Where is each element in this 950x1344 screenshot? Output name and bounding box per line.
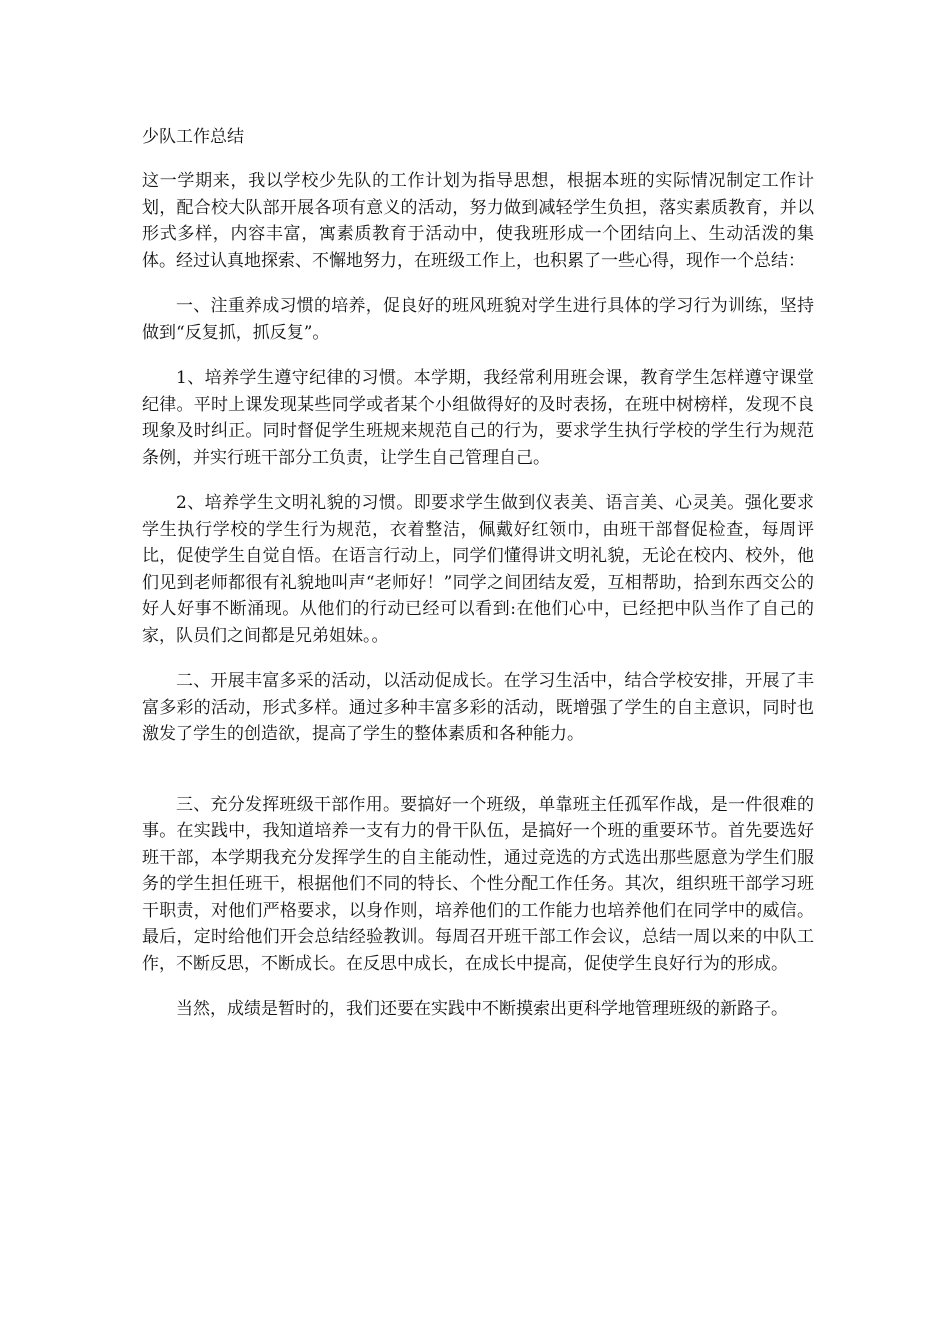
paragraph-courtesy-habit: 2、培养学生文明礼貌的习惯。即要求学生做到仪表美、语言美、心灵美。强化要求学生执行学校的学生行为规范，衣着整洁，佩戴好红领巾，由班干部督促检查，每周评比，促使学生自觉自悟。在语言行动上，同学们懂得讲文明礼貌，无论在校内、校外，他们见到老师都很有礼貌地叫声“老师好！”同学之间团结友爱，互相帮助，拾到东西交公的好人好事不断涌现。从他们的行动已经可以看到:在他们心中，已经把中队当作了自己的家，队员们之间都是兄弟姐妹。。 (142, 493, 814, 646)
paragraph-intro: 这一学期来，我以学校少先队的工作计划为指导思想，根据本班的实际情况制定工作计划，配合校大队部开展各项有意义的活动，努力做到减轻学生负担，落实素质教育，并以形式多样，内容丰富，寓素质教育于活动中，使我班形成一个团结向上、生动活泼的集体。经过认真地探索、不懈地努力，在班级工作上，也积累了一些心得，现作一个总结： (142, 171, 814, 271)
paragraph-section-two: 二、开展丰富多采的活动，以活动促成长。在学习生活中，结合学校安排，开展了丰富多彩的活动，形式多样。通过多种丰富多彩的活动，既增强了学生的自主意识，同时也激发了学生的创造欲，提高了学生的整体素质和各种能力。 (142, 671, 814, 744)
paragraph-conclusion: 当然，成绩是暂时的，我们还要在实践中不断摸索出更科学地管理班级的新路子。 (176, 999, 788, 1019)
paragraph-section-one: 一、注重养成习惯的培养，促良好的班风班貌对学生进行具体的学习行为训练，坚持做到“反复抓，抓反复”。 (142, 296, 814, 343)
paragraph-section-three: 三、充分发挥班级干部作用。要搞好一个班级，单靠班主任孤军作战，是一件很难的事。在实践中，我知道培养一支有力的骨干队伍，是搞好一个班的重要环节。首先要选好班干部，本学期我充分发挥学生的自主能动性，通过竞选的方式选出那些愿意为学生们服务的学生担任班干，根据他们不同的特长、个性分配工作任务。其次，组织班干部学习班干职责，对他们严格要求，以身作则，培养他们的工作能力也培养他们在同学中的威信。最后，定时给他们开会总结经验教训。每周召开班干部工作会议，总结一周以来的中队工作，不断反思，不断成长。在反思中成长，在成长中提高，促使学生良好行为的形成。 (142, 794, 814, 974)
paragraph-discipline-habit: 1、培养学生遵守纪律的习惯。本学期，我经常利用班会课，教育学生怎样遵守课堂纪律。平时上课发现某些同学或者某个小组做得好的及时表扬，在班中树榜样，发现不良现象及时纠正。同时督促学生班规来规范自己的行为，要求学生执行学校的学生行为规范条例，并实行班干部分工负责，让学生自己管理自己。 (142, 368, 814, 468)
document-page (142, 122, 814, 1042)
document-title: 少队工作总结 (142, 127, 244, 147)
